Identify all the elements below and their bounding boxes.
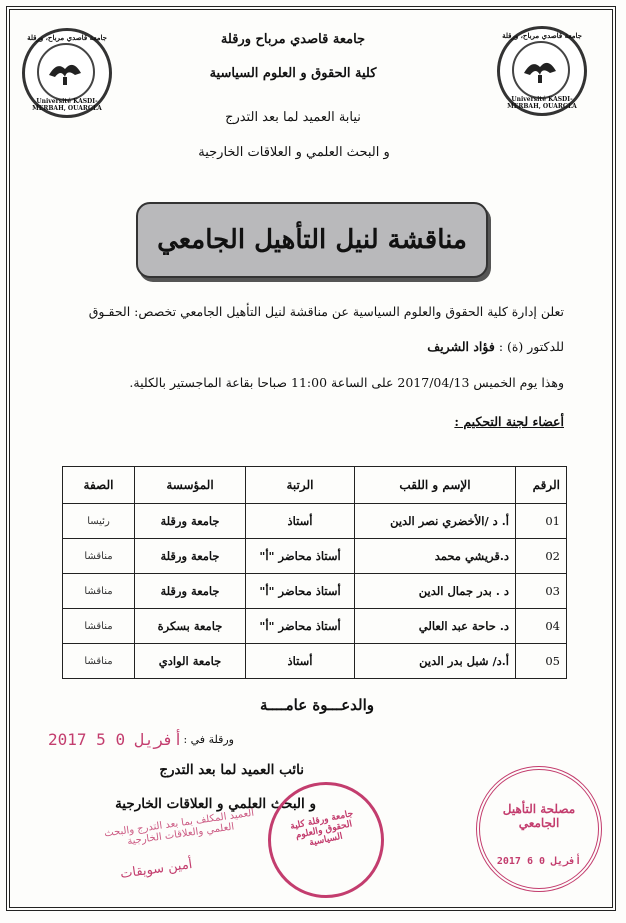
member-rank: أستاذ محاضر "أ" — [246, 574, 355, 609]
member-role: رئيسا — [63, 504, 135, 539]
logo-right-text: جامعة قاصدي مرباح، ورقلة — [502, 31, 582, 40]
stamp-text: جامعة ورقلة كلية الحقوق والعلوم السياسية — [289, 808, 355, 849]
logo-left-french: Université KASDI-MERBAH, OUARGLA — [32, 98, 102, 112]
signatory-title-2: و البحث العلمي و العلاقات الخارجية — [115, 796, 316, 812]
member-role: مناقشا — [63, 609, 135, 644]
member-role: مناقشا — [63, 644, 135, 679]
signatory-title-1: نائب العميد لما بعد التدرج — [159, 762, 304, 778]
university-logo-right — [497, 26, 587, 116]
candidate-line — [427, 339, 564, 354]
jury-table — [62, 466, 567, 679]
logo-left-text: جامعة قاصدي مرباح، ورقلة — [27, 33, 107, 42]
member-name: د. حاحة عبد العالي — [355, 609, 516, 644]
member-institution: جامعة ورقلة — [135, 504, 246, 539]
signature-stamp-text: العميد المكلف بما بعد التدرج والبحث العلمي والعلاقات الخارجية — [103, 807, 255, 848]
habilitation-stamp-date: 2017 أفريل 0 6 — [496, 856, 582, 867]
row-number: 04 — [516, 609, 567, 644]
header-institution: المؤسسة — [135, 467, 246, 504]
invitation-text: والدعـــوة عامــــة — [260, 696, 374, 714]
title-banner — [136, 202, 488, 278]
header-number: الرقم — [516, 467, 567, 504]
logo-bird-icon — [520, 53, 560, 85]
date-stamp: 2017 أفريل 0 5 — [48, 730, 183, 749]
page-title: مناقشة لنيل التأهيل الجامعي — [157, 225, 467, 255]
row-number: 01 — [516, 504, 567, 539]
member-name: أ. د /الأخضري نصر الدين — [355, 504, 516, 539]
member-name: د . بدر جمال الدين — [355, 574, 516, 609]
doctor-name: فؤاد الشريف — [427, 339, 495, 354]
table-row — [63, 539, 567, 574]
member-institution: جامعة بسكرة — [135, 609, 246, 644]
doctor-label: للدكتور (ة) : — [498, 339, 564, 354]
place-date-label: ورقلة في : — [183, 733, 234, 746]
signature-name: أمين سويقات — [119, 857, 194, 882]
vice-deanship-line-2: و البحث العلمي و العلاقات الخارجية — [198, 145, 390, 160]
member-institution: جامعة الوادي — [135, 644, 246, 679]
table-row — [63, 644, 567, 679]
jury-heading: أعضاء لجنة التحكيم : — [454, 414, 564, 429]
table-header-row — [63, 467, 567, 504]
row-number: 03 — [516, 574, 567, 609]
habilitation-round-stamp — [476, 766, 602, 892]
university-name: جامعة قاصدي مرباح ورقلة — [220, 32, 366, 47]
faculty-name: كلية الحقوق و العلوم السياسية — [209, 66, 377, 81]
table-row — [63, 609, 567, 644]
member-name: د.قريشي محمد — [355, 539, 516, 574]
header-role: الصفة — [63, 467, 135, 504]
header-rank: الرتبة — [246, 467, 355, 504]
member-institution: جامعة ورقلة — [135, 539, 246, 574]
member-rank: أستاذ — [246, 644, 355, 679]
row-number: 02 — [516, 539, 567, 574]
logo-bird-icon — [45, 55, 85, 87]
table-row — [63, 504, 567, 539]
university-logo-left — [22, 28, 112, 118]
table-row — [63, 574, 567, 609]
vice-deanship-line-1: نيابة العميد لما بعد التدرج — [225, 110, 361, 125]
date-line: وهذا يوم الخميس 2017/04/13 على الساعة 11:00 صباحا بقاعة الماجستير بالكلية. — [129, 375, 564, 390]
row-number: 05 — [516, 644, 567, 679]
member-rank: أستاذ — [246, 504, 355, 539]
member-role: مناقشا — [63, 574, 135, 609]
member-role: مناقشا — [63, 539, 135, 574]
announcement-text: تعلن إدارة كلية الحقوق والعلوم السياسية عن مناقشة لنيل التأهيل الجامعي تخصص: الحقـوق — [88, 304, 564, 319]
member-rank: أستاذ محاضر "أ" — [246, 539, 355, 574]
header-name: الإسم و اللقب — [355, 467, 516, 504]
member-rank: أستاذ محاضر "أ" — [246, 609, 355, 644]
member-name: أ.د/ شبل بدر الدين — [355, 644, 516, 679]
habilitation-stamp-title: مصلحة التأهيل الجامعي — [502, 802, 576, 830]
member-institution: جامعة ورقلة — [135, 574, 246, 609]
logo-right-french: Université KASDI-MERBAH, OUARGLA — [507, 96, 577, 110]
